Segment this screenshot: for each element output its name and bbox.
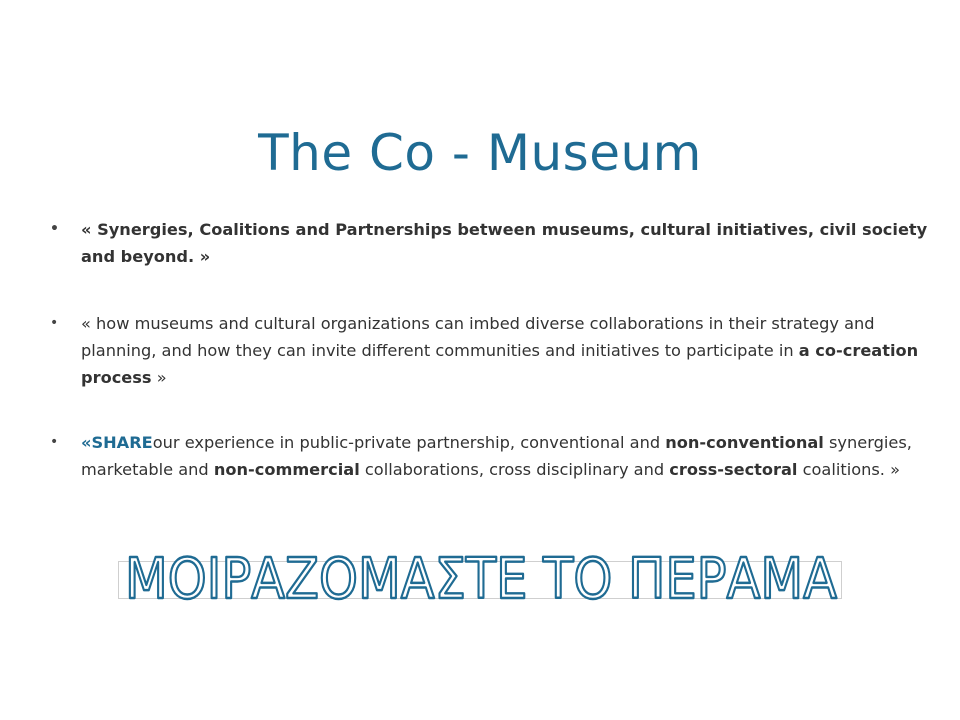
bullet-dot: •: [50, 315, 59, 331]
bullet-text: collaborations, cross disciplinary and: [359, 460, 670, 479]
bullet-dot: •: [50, 221, 59, 237]
perama-logo: [118, 544, 844, 612]
bullet-text: »: [151, 368, 167, 387]
bullet-bold-text: cross-sectoral: [669, 460, 798, 479]
bullet-bold-text: non-conventional: [665, 433, 824, 452]
share-keyword: SHARE: [91, 433, 153, 452]
logo-wordmark: [118, 544, 844, 612]
bullet-text: our experience in public-private partnership, conventional and: [152, 433, 666, 452]
logo-text: ΜΟΙΡΑΖΟΜΑΣΤΕ ΤΟ ΠΕΡΑΜΑ: [125, 547, 837, 612]
bullet-quote-open: «: [81, 433, 92, 452]
bullet-text: synergies, marketable and: [81, 433, 912, 479]
bullet-list: [50, 216, 930, 483]
bullet-text: coalitions. »: [797, 460, 900, 479]
bullet-bold-text: a co-creation process: [81, 341, 919, 387]
bullet-dot: •: [50, 434, 59, 450]
bullet-item: [50, 216, 930, 270]
bullet-item: [50, 310, 930, 391]
bullet-bold-text: non-commercial: [213, 460, 360, 479]
bullet-text: « Synergies, Coalitions and Partnerships between museums, cultural initiatives, civil society and beyond. »: [81, 220, 928, 266]
bullet-item: [50, 429, 930, 483]
slide-title: The Co - Museum: [258, 124, 702, 182]
bullet-text: « how museums and cultural organizations can imbed diverse collaborations in their strategy and planning, and how they can invite different communities and initiatives to participate in: [81, 314, 875, 360]
